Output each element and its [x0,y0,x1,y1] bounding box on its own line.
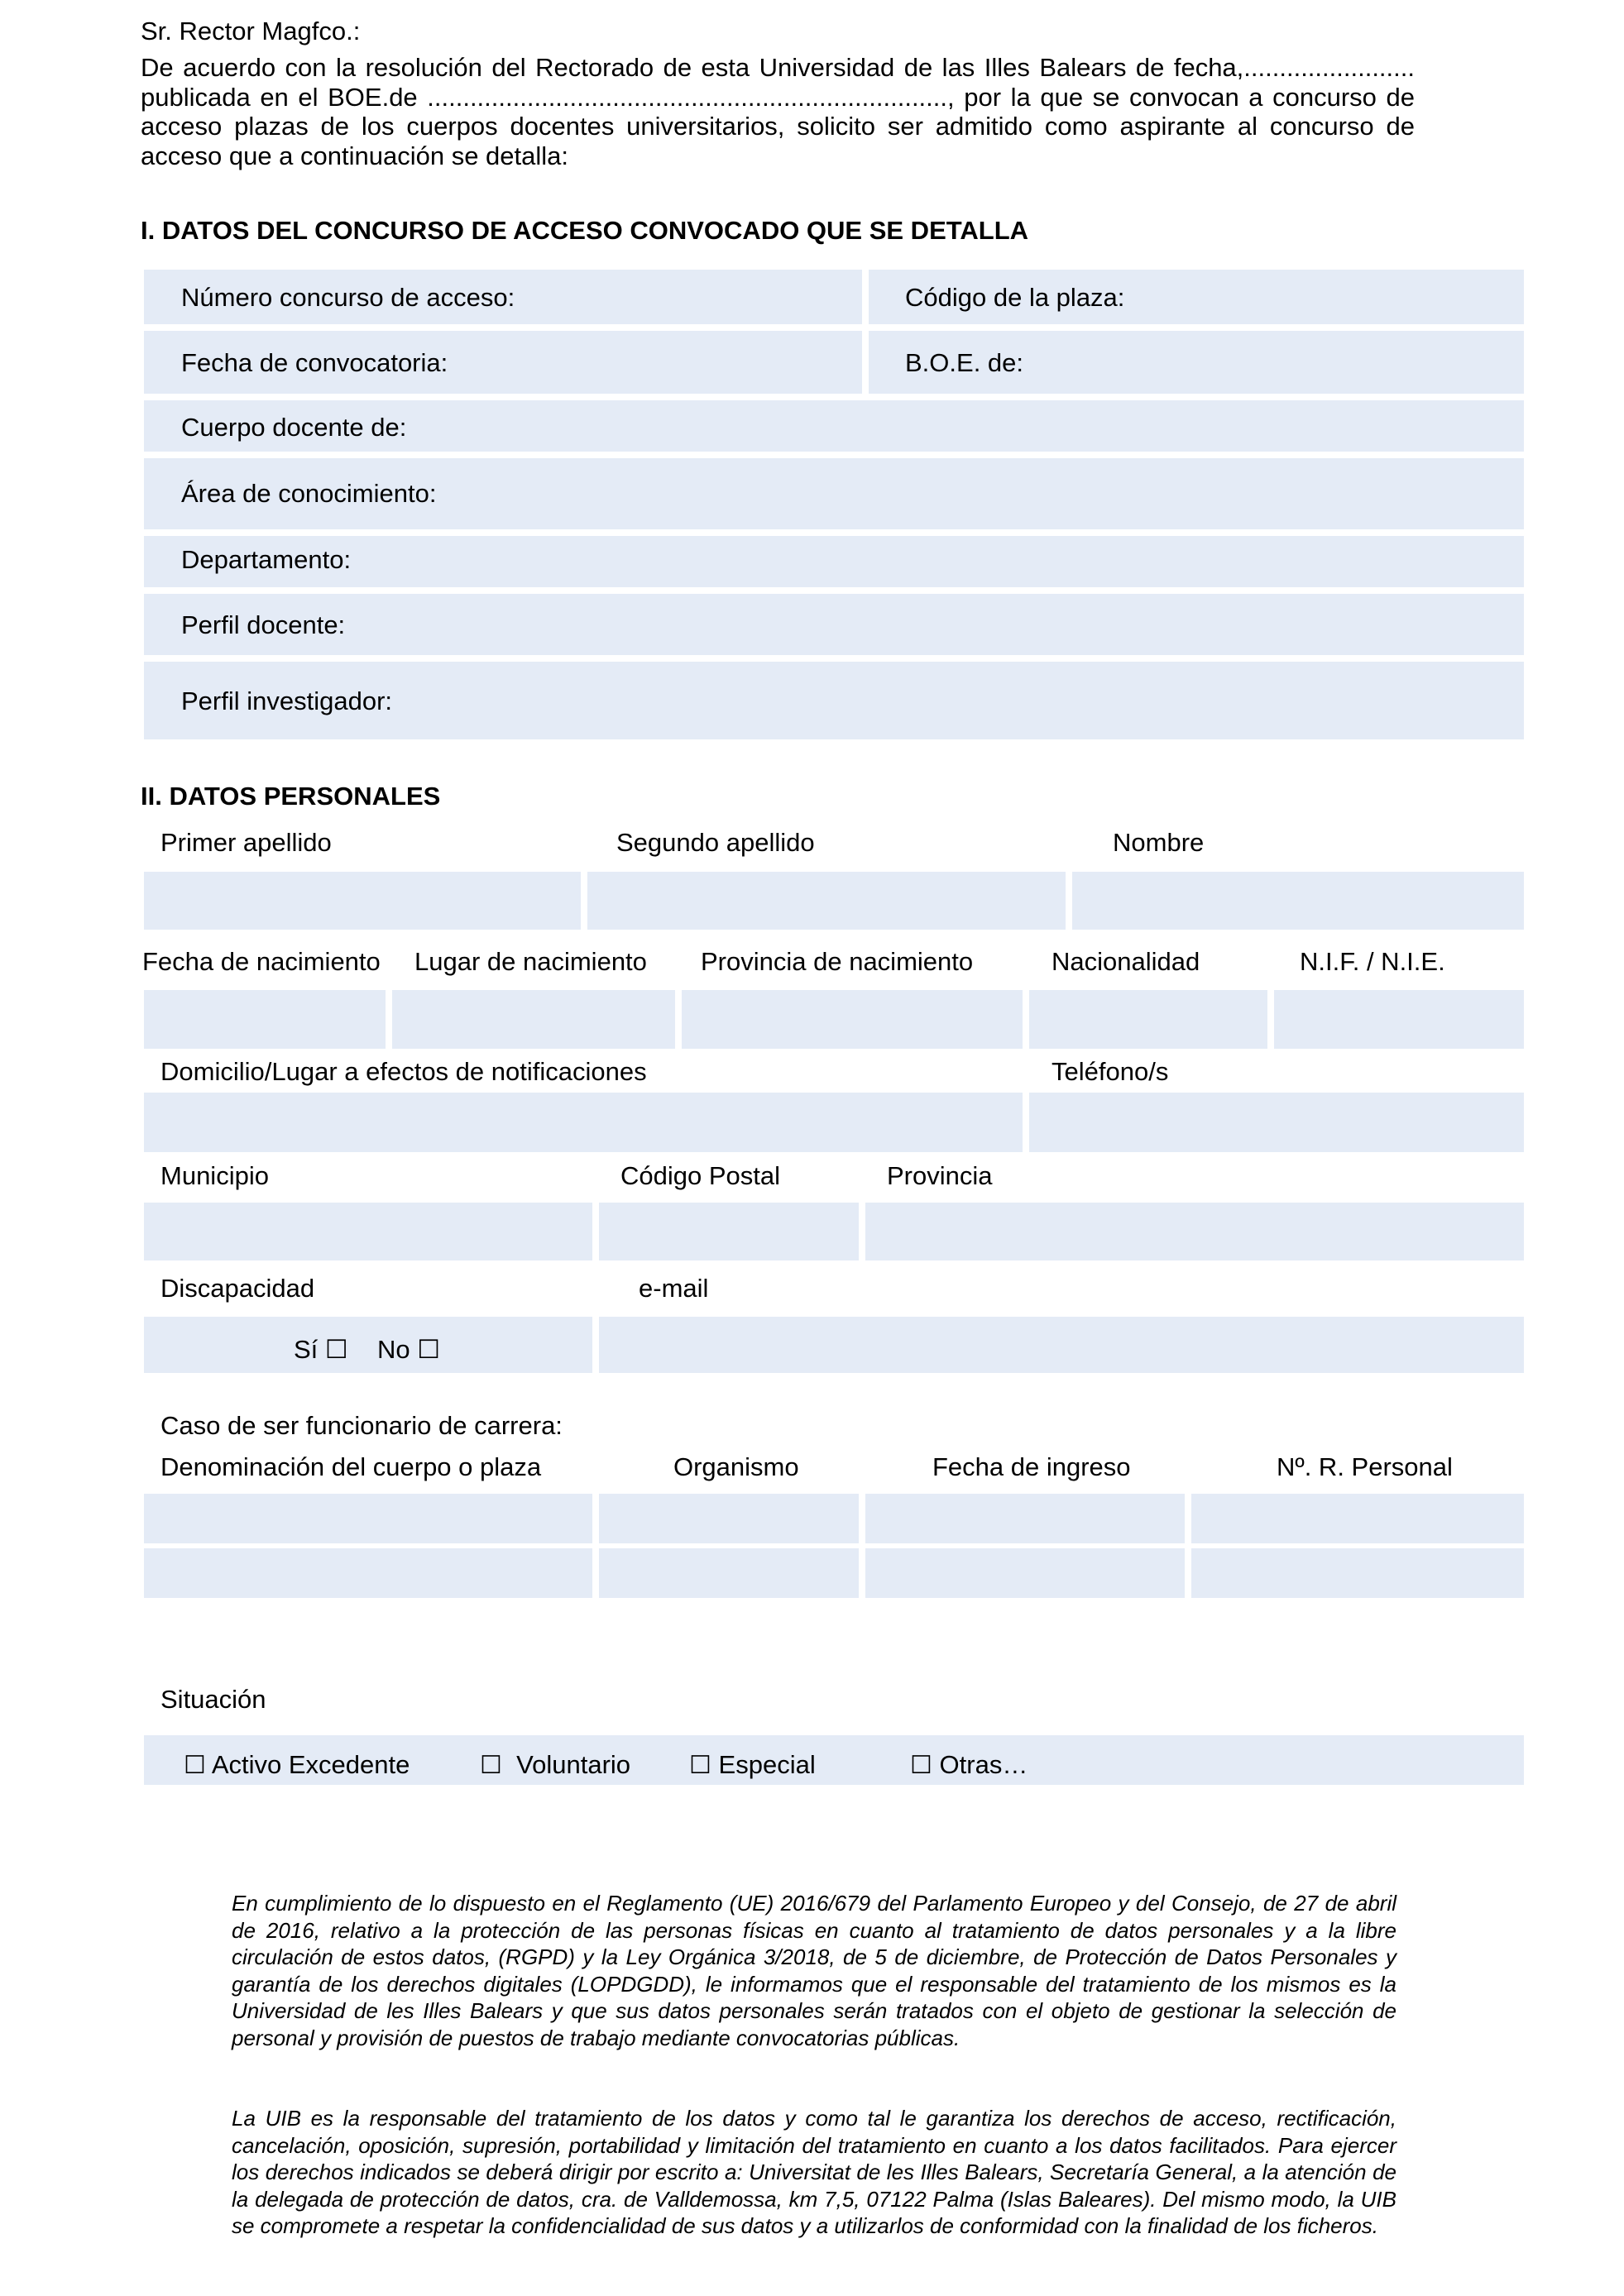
organismo-label: Organismo [673,1452,799,1481]
nro-personal-label: Nº. R. Personal [1277,1452,1453,1481]
nacionalidad-field[interactable] [1029,990,1267,1049]
fecha-convocatoria-label: Fecha de convocatoria: [181,348,448,377]
checkbox-icon: ☐ [480,1752,502,1779]
legal-paragraph-1 [232,1890,1396,2051]
segundo-apellido-field[interactable] [587,872,1066,930]
denominacion-label: Denominación del cuerpo o plaza [160,1452,542,1481]
codigo-postal-label: Código Postal [620,1161,781,1190]
situacion-option-otras[interactable] [910,1750,1028,1781]
fecha-nacimiento-field[interactable] [144,990,386,1049]
telefonos-field[interactable] [1029,1093,1524,1152]
provincia-nacimiento-label: Provincia de nacimiento [701,947,974,976]
codigo-plaza-label: Código de la plaza: [905,283,1125,312]
organismo-field-1[interactable] [599,1494,859,1543]
option-label: Especial [718,1750,816,1779]
option-label: Activo Excedente [211,1750,410,1779]
departamento-field[interactable] [144,536,1524,587]
situacion-option-voluntario[interactable] [480,1750,630,1781]
email-field[interactable] [599,1317,1524,1373]
situacion-option-especial[interactable] [689,1750,816,1781]
municipio-label: Municipio [160,1161,269,1190]
provincia-nacimiento-field[interactable] [682,990,1023,1049]
checkbox-icon: ☐ [910,1752,932,1779]
intro-paragraph [141,53,1415,170]
salutation: Sr. Rector Magfco.: [141,17,361,45]
denominacion-field-1[interactable] [144,1494,592,1543]
legal-text-1: En cumplimiento de lo dispuesto en el Reglamento (UE) 2016/679 del Parlamento Europeo y del Consejo, de 27 de abril de 2016, relativo a la protección de las personas físicas en cuanto al tratamiento de datos personales y a la libre circulación de estos datos, (RGPD) y la Ley Orgánica 3/2018, de 5 de diciembre, de Protección de Datos Personales y garantía de los derechos digitales (LOPDGDD), le informamos que el responsable del tratamiento de los mismos es la Universidad de les Illes Balears y que sus datos personales serán tratados con el objeto de gestionar la selección de personal y provisión de puestos de trabajo mediante convocatorias públicas. [232,1891,1396,2050]
legal-paragraph-2 [232,2105,1396,2240]
telefonos-label: Teléfono/s [1052,1057,1169,1086]
checkbox-icon: ☐ [184,1752,206,1779]
perfil-investigador-label: Perfil investigador: [181,686,393,715]
fecha-ingreso-label: Fecha de ingreso [932,1452,1131,1481]
domicilio-label: Domicilio/Lugar a efectos de notificaciones [160,1057,647,1086]
perfil-docente-field[interactable] [144,594,1524,655]
boe-de-label: B.O.E. de: [905,348,1024,377]
nro-personal-field-2[interactable] [1191,1548,1524,1598]
municipio-field[interactable] [144,1203,592,1260]
cuerpo-docente-label: Cuerpo docente de: [181,413,407,442]
codigo-postal-field[interactable] [599,1203,859,1260]
situacion-label: Situación [160,1685,266,1714]
fecha-nacimiento-label: Fecha de nacimiento [142,947,381,976]
situacion-option-activo-excedente[interactable] [184,1750,410,1781]
nacionalidad-label: Nacionalidad [1052,947,1200,976]
primer-apellido-field[interactable] [144,872,581,930]
discapacidad-field [144,1317,592,1373]
section-1-heading: I. DATOS DEL CONCURSO DE ACCESO CONVOCADO QUE SE DETALLA [141,216,1029,245]
funcionario-intro: Caso de ser funcionario de carrera: [160,1411,563,1440]
discapacidad-si-checkbox[interactable]: Sí ☐ [294,1335,348,1364]
lugar-nacimiento-field[interactable] [392,990,675,1049]
lugar-nacimiento-label: Lugar de nacimiento [414,947,647,976]
legal-text-2: La UIB es la responsable del tratamiento de los datos y como tal le garantiza los derechos de acceso, rectificación, cancelación, oposición, supresión, portabilidad y limitación del tratamiento en cuanto a los datos facilitados. Para ejercer los derechos indicados se deberá dirigir por escrito a: Universitat de les Illes Balears, Secretaría General, a la atención de la delegada de protección de datos, cra. de Valldemossa, km 7,5, 07122 Palma (Islas Baleares). Del mismo modo, la UIB se compromete a respetar la confidencialidad de sus datos y a utilizarlos de conformidad con la finalidad de los ficheros. [232,2106,1396,2238]
organismo-field-2[interactable] [599,1548,859,1598]
area-conocimiento-label: Área de conocimiento: [181,479,437,508]
nif-nie-field[interactable] [1274,990,1524,1049]
nombre-field[interactable] [1072,872,1524,930]
section-2-heading: II. DATOS PERSONALES [141,782,441,811]
segundo-apellido-label: Segundo apellido [616,828,815,857]
domicilio-field[interactable] [144,1093,1023,1152]
provincia-label: Provincia [887,1161,993,1190]
discapacidad-label: Discapacidad [160,1274,315,1303]
denominacion-field-2[interactable] [144,1548,592,1598]
departamento-label: Departamento: [181,545,352,574]
nro-personal-field-1[interactable] [1191,1494,1524,1543]
nombre-label: Nombre [1113,828,1205,857]
nif-nie-label: N.I.F. / N.I.E. [1300,947,1445,976]
intro-text: De acuerdo con la resolución del Rectorado de esta Universidad de las Illes Balears de fecha,........................ publicada en el BOE.de ........................................................................., por la que se convocan a concurso de acceso plazas de los cuerpos docentes universitarios, solicito ser admitido como aspirante al concurso de acceso que a continuación se detalla: [141,53,1415,170]
option-label: Voluntario [516,1750,631,1779]
primer-apellido-label: Primer apellido [160,828,332,857]
fecha-ingreso-field-2[interactable] [865,1548,1185,1598]
numero-concurso-label: Número concurso de acceso: [181,283,515,312]
email-label: e-mail [639,1274,709,1303]
provincia-field[interactable] [865,1203,1524,1260]
checkbox-icon: ☐ [689,1752,711,1779]
perfil-docente-label: Perfil docente: [181,610,346,639]
discapacidad-no-checkbox[interactable]: No ☐ [377,1335,441,1364]
option-label: Otras… [939,1750,1028,1779]
fecha-ingreso-field-1[interactable] [865,1494,1185,1543]
